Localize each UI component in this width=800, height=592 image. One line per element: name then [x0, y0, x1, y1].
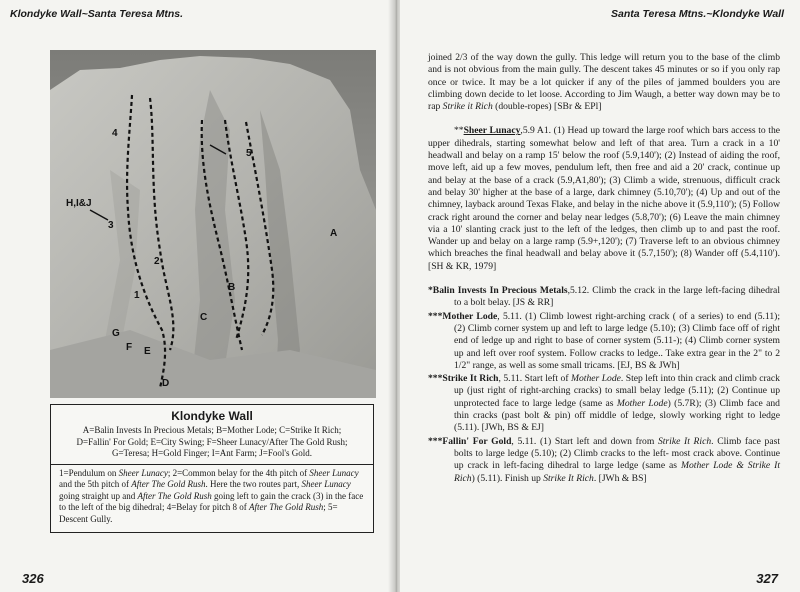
photo-label-c: C [200, 312, 208, 323]
left-page-number: 326 [22, 571, 44, 586]
route-reference: Strike It Rich [657, 435, 712, 447]
legend-note-text: ; 5= Descent Gully. [59, 502, 338, 524]
legend-note-text: going straight up and [59, 490, 138, 501]
legend-note-route-name: After The Gold Rush [249, 502, 324, 512]
route-reference: Strike it Rich [442, 101, 493, 113]
route-description: ) (5.11). Finish up [471, 472, 544, 484]
route-name: ***Mother Lode [428, 310, 498, 322]
route-description: , 5.11. (1) Start left and down from [511, 435, 658, 447]
legend-note-text: and the 5th pitch of [59, 479, 132, 489]
photo-label-d: D [162, 378, 170, 389]
photo-label-3: 3 [108, 220, 114, 231]
right-page [400, 0, 800, 592]
legend-routes-line-2: D=Fallin' For Gold; E=City Swing; F=Sheer Lunacy/After The Gold Rush; [76, 436, 348, 447]
legend-note-text: going left to gain the crack (3) in the face to the left of the big dihedral; 4=Belay for pitch 8 of [59, 490, 364, 512]
route-reference: Mother Lode [570, 373, 621, 385]
descent-paragraph [428, 52, 780, 113]
paragraph-text: (double-ropes) [SBr & EPl] [492, 101, 602, 113]
photo-label-hij: H,I&J [66, 198, 92, 209]
photo-label-4: 4 [112, 128, 118, 139]
legend-note-route-name: After The Gold Rush [131, 479, 206, 489]
photo-legend-box [50, 404, 374, 533]
route-name: ***Strike It Rich [428, 373, 499, 385]
left-running-head: Klondyke Wall~Santa Teresa Mtns. [10, 8, 184, 20]
photo-label-5: 5 [246, 148, 252, 159]
route-description: . Step left into thin crack and climb crack up (just right of right-arching cracks) to small belay ledge (5.11); (2) Continue up unprotected face to large ledge (same as [454, 373, 780, 409]
route-reference: Mother Lode [616, 397, 668, 409]
route-reference: Mother Lode & Strike It Rich [454, 460, 780, 484]
legend-note-text: ; 2=Common belay for the 4th pitch of [167, 467, 310, 478]
left-page [0, 0, 392, 592]
photo-label-a: A [330, 228, 338, 239]
route-name: Sheer Lunacy [463, 125, 521, 137]
route-description: ,5.9 A1. (1) Head up toward the large roof which bars access to the upper dihedrals, starting somewhat below and left of that area. Turn a crack in a 10' headwall and belay on a ramp 15' below the roof (5.9,140'); (2) Instead of aiding the roof, move left, aid up a few moves, pendulum left, then free and aid a 20' crack, continue up and belay at the base of a crack (5.9,A1,80'); (3) Climb a wide, strenuous, difficult crack and belay 30' higher at the base of a large, dark chimney (5.10,70'); (4) Up and out of the chimney, layback around Texas Flake, and belay in the niche above it (5.9,110'); (5) Follow crack right around the corner and belay near ledges (5.8,70'); (6) Leave the main chimney via a 10' slanting crack just to the left of the ledges, then climb up to and past the roof. Wander up and belay on a large ramp (5.9+,120'); (7) Traverse left to an obvious chimney which breaches the final headwall and belay above it (5.7,150'); (8) Wander off (5.4,110'). [SH & KR, 1979] [428, 125, 780, 272]
route-balin-invests [428, 285, 780, 310]
photo-label-g: G [112, 328, 120, 339]
legend-belay-notes [59, 468, 365, 526]
klondyke-wall-photo [50, 50, 376, 398]
route-description: ) (5.7R); (3) Climb face and thin cracks (past bolt & pin) off middle of ledge, slowly working right to ledge (5.11). [JWh, BS & EJ] [454, 397, 780, 434]
photo-label-2: 2 [154, 256, 160, 267]
route-mother-lode [428, 311, 780, 372]
legend-routes-line-1: A=Balin Invests In Precious Metals; B=Mother Lode; C=Strike It Rich; [82, 425, 342, 435]
route-description: . Climb face past bolts to large ledge (5.10); (2) Climb cracks to the left- most crack above. Continue up crack in left-facing dihedral to large ledge (same as [454, 435, 780, 472]
photo-label-f: F [126, 342, 133, 353]
legend-note-text: . Here the two routes part, [205, 479, 302, 489]
paragraph-text: joined 2/3 of the way down the gully. This ledge will return you to the base of the climb and is not obvious from the main gully. The descent takes 45 minutes or so if you only rap once or twice. It may be a lot quicker if any of the piles of jammed boulders you are climbing down decide to let loose. According to Jim Waugh, a better way down may be to rap [428, 52, 780, 113]
photo-label-1: 1 [134, 290, 140, 301]
route-description: , 5.11. Start left of [498, 373, 571, 385]
legend-note-route-name: After The Gold Rush [137, 490, 212, 501]
right-running-head: Santa Teresa Mtns.~Klondyke Wall [610, 8, 784, 20]
route-name: ***Fallin' For Gold [428, 435, 512, 447]
route-fallin-for-gold [428, 436, 780, 485]
route-name: *Balin Invests In Precious Metals [428, 285, 568, 297]
route-strike-it-rich [428, 373, 780, 434]
route-sheer-lunacy [428, 125, 780, 273]
legend-title: Klondyke Wall [171, 409, 253, 423]
route-descriptions [428, 52, 780, 485]
legend-routes-line-3: G=Teresa; H=Gold Finger; I=Ant Farm; J=Fool's Gold. [111, 448, 313, 458]
route-reference: Strike It Rich [543, 472, 594, 484]
route-stars: ** [454, 125, 464, 137]
route-description: ,5.12. Climb the crack in the large left-facing dihedral to a bolt belay. [JS & RR] [454, 285, 780, 309]
route-description: . [JWh & BS] [593, 472, 647, 484]
legend-route-key [59, 425, 365, 460]
legend-note-route-name: Sheer Lunacy [301, 479, 351, 489]
legend-note-text: 1=Pendulum on [59, 467, 119, 478]
photo-label-e: E [144, 346, 151, 357]
legend-note-route-name: Sheer Lunacy [309, 467, 359, 478]
legend-divider [51, 464, 373, 465]
route-description: , 5.11. (1) Climb lowest right-arching crack ( of a series) to end (5.11); (2) Climb corner system up and left to large ledge (5.10); (3) Climb face off of right end of ledge up and right to base of corner system (5.11-); (4) Climb corner system up and left over roof system. Follow cracks to ledge.. Take extra gear in the 2" to 2 1/2" range, as well as some small tricams. [EJ, BS & JWh] [454, 310, 780, 371]
right-page-number: 327 [756, 571, 778, 586]
route-topo-diagram [50, 50, 376, 398]
legend-note-route-name: Sheer Lunacy [118, 467, 168, 478]
photo-label-b: B [228, 282, 236, 293]
